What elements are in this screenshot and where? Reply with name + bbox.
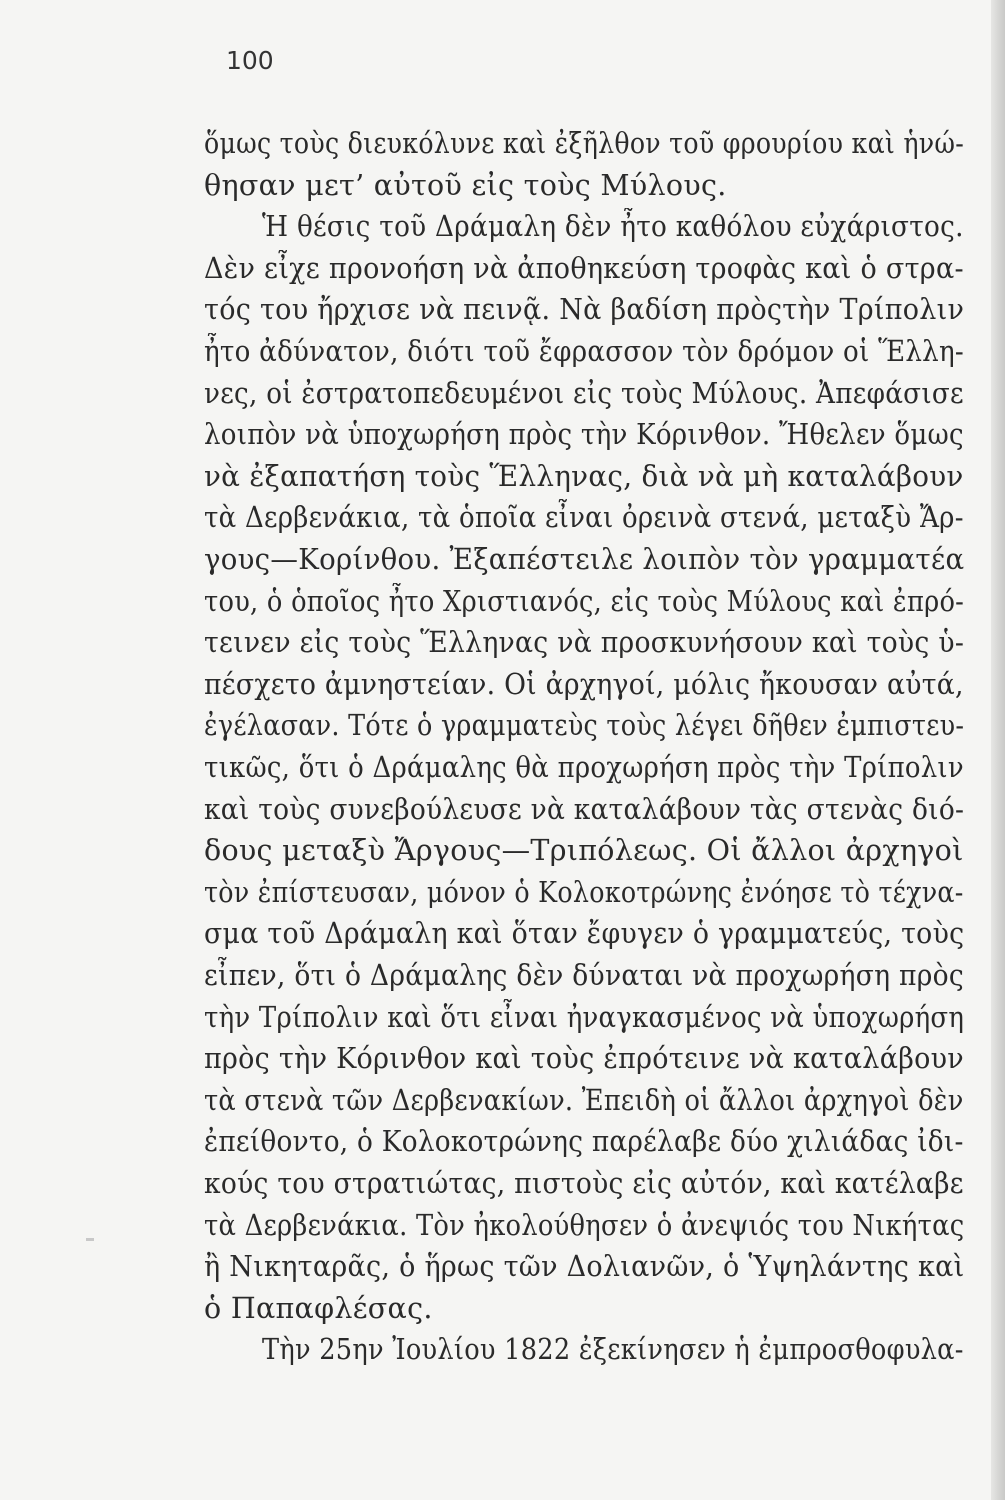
page-edge-shadow — [991, 0, 1005, 1500]
text-line: τὰ Δερβενάκια, τὰ ὁποῖα εἶναι ὀρεινὰ στενά, μεταξὺ Ἄρ- — [204, 501, 964, 535]
text-line: του, ὁ ὁποῖος ἦτο Χριστιανός, εἰς τοὺς Μύλους καὶ ἐπρό- — [204, 584, 965, 618]
text-line: τὰ Δερβενάκια. Τὸν ἠκολούθησεν ὁ ἀνεψιός του Νικήτας — [204, 1208, 965, 1242]
text-line: σμα τοῦ Δράμαλη καὶ ὅταν ἔφυγεν ὁ γραμματεύς, τοὺς — [204, 917, 965, 951]
text-line: εἶπεν, ὅτι ὁ Δράμαλης δὲν δύναται νὰ προχωρήση πρὸς — [204, 959, 965, 992]
text-line: τὴν Τρίπολιν καὶ ὅτι εἶναι ἠναγκασμένος νὰ ὑποχωρήση — [204, 1000, 965, 1034]
text-line: ἦτο ἀδύνατον, διότι τοῦ ἔφρασσον τὸν δρόμον οἱ Ἕλλη- — [204, 335, 964, 368]
text-line: ἐγέλασαν. Τότε ὁ γραμματεὺς τοὺς λέγει δῆθεν ἐμπιστευ- — [204, 709, 965, 743]
text-line: δους μεταξὺ Ἄργους—Τριπόλεως. Οἱ ἄλλοι ἀρχηγοὶ — [204, 834, 964, 868]
text-line: πρὸς τὴν Κόρινθον καὶ τοὺς ἐπρότεινε νὰ καταλάβουν — [204, 1042, 964, 1076]
scan-speck — [86, 1238, 94, 1241]
text-line: τεινεν εἰς τοὺς Ἕλληνας νὰ προσκυνήσουν καὶ τοὺς ὑ- — [204, 626, 965, 660]
text-line: ὅμως τοὺς διευκόλυνε καὶ ἐξῆλθον τοῦ φρουρίου καὶ ἡνώ- — [204, 127, 965, 160]
text-line: θησαν μετ’ αὐτοῦ εἰς τοὺς Μύλους. — [204, 168, 727, 202]
text-line: γους—Κορίνθου. Ἐξαπέστειλε λοιπὸν τὸν γραμματέα — [204, 543, 965, 576]
text-line: ἢ Νικηταρᾶς, ὁ ἥρως τῶν Δολιανῶν, ὁ Ὑψηλάντης καὶ — [204, 1250, 965, 1284]
text-line: Τὴν 25ην Ἰουλίου 1822 ἐξεκίνησεν ἡ ἐμπροσθοφυλα- — [262, 1333, 964, 1367]
text-line: τὰ στενὰ τῶν Δερβενακίων. Ἐπειδὴ οἱ ἄλλοι ἀρχηγοὶ δὲν — [204, 1083, 964, 1117]
text-line: λοιπὸν νὰ ὑποχωρήση πρὸς τὴν Κόρινθον. Ἤθελεν ὅμως — [204, 418, 964, 452]
text-line: Ἡ θέσις τοῦ Δράμαλη δὲν ἦτο καθόλου εὐχάριστος. — [262, 210, 964, 244]
text-line: ἐπείθοντο, ὁ Κολοκοτρώνης παρέλαβε δύο χιλιάδας ἰδι- — [204, 1125, 964, 1159]
text-line: πέσχετο ἀμνηστείαν. Οἱ ἀρχηγοί, μόλις ἤκουσαν αὐτά, — [204, 667, 964, 701]
text-line: τικῶς, ὅτι ὁ Δράμαλης θὰ προχωρήση πρὸς τὴν Τρίπολιν — [204, 751, 964, 784]
text-line: κούς του στρατιώτας, πιστοὺς εἰς αὐτόν, καὶ κατέλαβε — [204, 1167, 964, 1200]
text-line: νὰ ἐξαπατήση τοὺς Ἕλληνας, διὰ νὰ μὴ καταλάβουν — [204, 459, 964, 493]
text-line: καὶ τοὺς συνεβούλευσε νὰ καταλάβουν τὰς στενὰς διό- — [204, 792, 965, 826]
text-line: νες, οἱ ἐστρατοπεδευμένοι εἰς τοὺς Μύλους. Ἀπεφάσισε — [204, 376, 964, 410]
text-line: τὸν ἐπίστευσαν, μόνον ὁ Κολοκοτρώνης ἐνόησε τὸ τέχνα- — [204, 875, 964, 909]
text-line: ὁ Παπαφλέσας. — [204, 1291, 433, 1325]
text-line: Δὲν εἶχε προνοήση νὰ ἀποθηκεύση τροφὰς καὶ ὁ στρα- — [204, 251, 964, 285]
page-number: 100 — [226, 46, 274, 75]
text-line: τός του ἤρχισε νὰ πεινᾷ. Νὰ βαδίση πρὸςτὴν Τρίπολιν — [204, 293, 965, 327]
